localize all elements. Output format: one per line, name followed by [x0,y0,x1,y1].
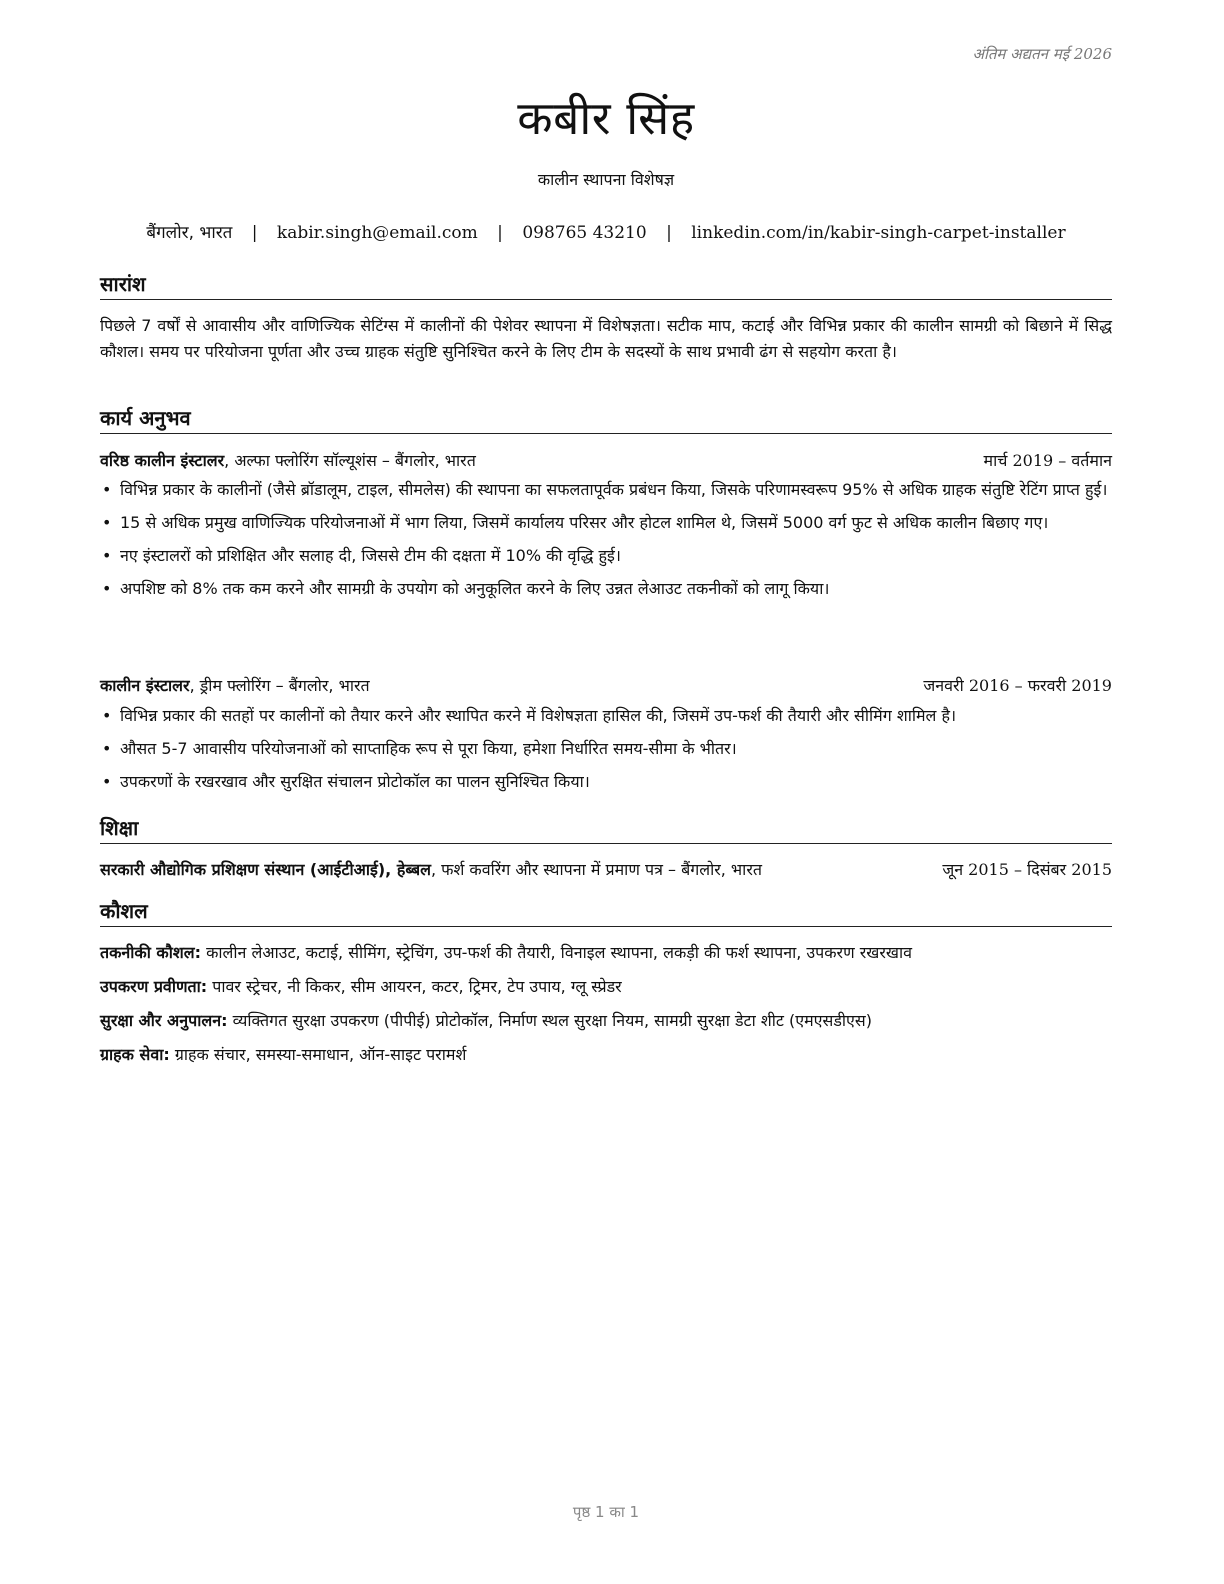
section-skills-title: कौशल [100,897,1112,927]
section-experience-title: कार्य अनुभव [100,404,1112,434]
skill-value: व्यक्तिगत सुरक्षा उपकरण (पीपीई) प्रोटोकॉल, निर्माण स्थल सुरक्षा नियम, सामग्री सुरक्षा डेटा शीट (एमएसडीएस) [227,1011,872,1030]
job-dates: मार्च 2019 – वर्तमान [983,451,1112,470]
job-company: , अल्फा फ्लोरिंग सॉल्यूशंस – बैंगलोर, भारत [224,451,476,470]
last-updated: अंतिम अद्यतन मई 2026 [972,45,1112,63]
skill-label: उपकरण प्रवीणता: [100,977,208,996]
list-item: • नए इंस्टालरों को प्रशिक्षित और सलाह दी, जिससे टीम की दक्षता में 10% की वृद्धि हुई। [100,543,1112,568]
contact-location: बैंगलोर, भारत [146,223,233,243]
contact-line [100,220,1112,243]
list-item: • उपकरणों के रखरखाव और सुरक्षित संचालन प्रोटोकॉल का पालन सुनिश्चित किया। [100,769,1112,794]
skill-row [100,1009,1112,1031]
skill-row [100,1043,1112,1065]
section-summary-title: सारांश [100,270,1112,300]
contact-separator: | [251,223,258,243]
job-role: कालीन इंस्टालर [100,676,190,695]
contact-separator: | [666,223,672,243]
skill-row [100,975,1112,997]
list-item: • विभिन्न प्रकार की सतहों पर कालीनों को तैयार करने और स्थापित करने में विशेषज्ञता हासिल की, जिसमें उप-फर्श की तैयारी और सीमिंग शामिल है। [100,703,1112,728]
page-number: पृष्ठ 1 का 1 [572,1503,640,1521]
education-institution: सरकारी औद्योगिक प्रशिक्षण संस्थान (आईटीआई), हेब्बल [100,860,431,879]
education-detail: , फर्श कवरिंग और स्थापना में प्रमाण पत्र – बैंगलोर, भारत [430,860,762,879]
skill-value: ग्राहक संचार, समस्या-समाधान, ऑन-साइट परामर्श [169,1045,467,1064]
education-dates: जून 2015 – दिसंबर 2015 [942,860,1112,879]
job-company: , ड्रीम फ्लोरिंग – बैंगलोर, भारत [189,676,370,695]
skill-row [100,941,1112,963]
job-role: वरिष्ठ कालीन इंस्टालर [100,451,225,470]
contact-phone: 098765 43210 [522,223,647,243]
skill-label: सुरक्षा और अनुपालन: [100,1011,228,1030]
job-bullets [100,477,1112,609]
skill-value: कालीन लेआउट, कटाई, सीमिंग, स्ट्रेचिंग, उप-फर्श की तैयारी, विनाइल स्थापना, लकड़ी की फर्श स्थापना, उपकरण रखरखाव [201,943,913,962]
list-item: • अपशिष्ट को 8% तक कम करने और सामग्री के उपयोग को अनुकूलित करने के लिए उन्नत लेआउट तकनीकों को लागू किया। [100,576,1112,601]
list-item: • 15 से अधिक प्रमुख वाणिज्यिक परियोजनाओं में भाग लिया, जिसमें कार्यालय परिसर और होटल शामिल थे, जिसमें 5000 वर्ग फुट से अधिक कालीन बिछाए गए। [100,510,1112,535]
job-bullets [100,703,1112,802]
job-header [100,449,1112,473]
contact-linkedin[interactable]: linkedin.com/in/kabir-singh-carpet-installer [691,223,1066,243]
summary-text: पिछले 7 वर्षों से आवासीय और वाणिज्यिक सेटिंग्स में कालीनों की पेशेवर स्थापना में विशेषज्ञता। सटीक माप, कटाई और विभिन्न प्रकार की कालीन सामग्री को बिछाने में सिद्ध कौशल। समय पर परियोजना पूर्णता और उच्च ग्राहक संतुष्टि सुनिश्चित करने के लिए टीम के सदस्यों के साथ प्रभावी ढंग से सहयोग करता है। [100,316,1112,361]
skill-label: ग्राहक सेवा: [100,1045,170,1064]
job-title: कालीन स्थापना विशेषज्ञ [537,170,675,189]
skill-value: पावर स्ट्रेचर, नी किकर, सीम आयरन, कटर, ट्रिमर, टेप उपाय, ग्लू स्प्रेडर [207,977,622,996]
section-education-title: शिक्षा [100,814,1112,844]
contact-email[interactable]: kabir.singh@email.com [276,223,478,243]
contact-separator: | [497,223,503,243]
job-header [100,674,1112,698]
list-item: • विभिन्न प्रकार के कालीनों (जैसे ब्रॉडालूम, टाइल, सीमलेस) की स्थापना का सफलतापूर्वक प्रबंधन किया, जिसके परिणामस्वरूप 95% से अधिक ग्राहक संतुष्टि रेटिंग प्राप्त हुई। [100,477,1112,502]
candidate-name: कबीर सिंह [517,91,695,145]
resume-page [100,0,1112,1584]
education-entry [100,858,1112,882]
job-dates: जनवरी 2016 – फरवरी 2019 [923,676,1112,695]
list-item: • औसत 5-7 आवासीय परियोजनाओं को साप्ताहिक रूप से पूरा किया, हमेशा निर्धारित समय-सीमा के भीतर। [100,736,1112,761]
skill-label: तकनीकी कौशल: [100,943,201,962]
